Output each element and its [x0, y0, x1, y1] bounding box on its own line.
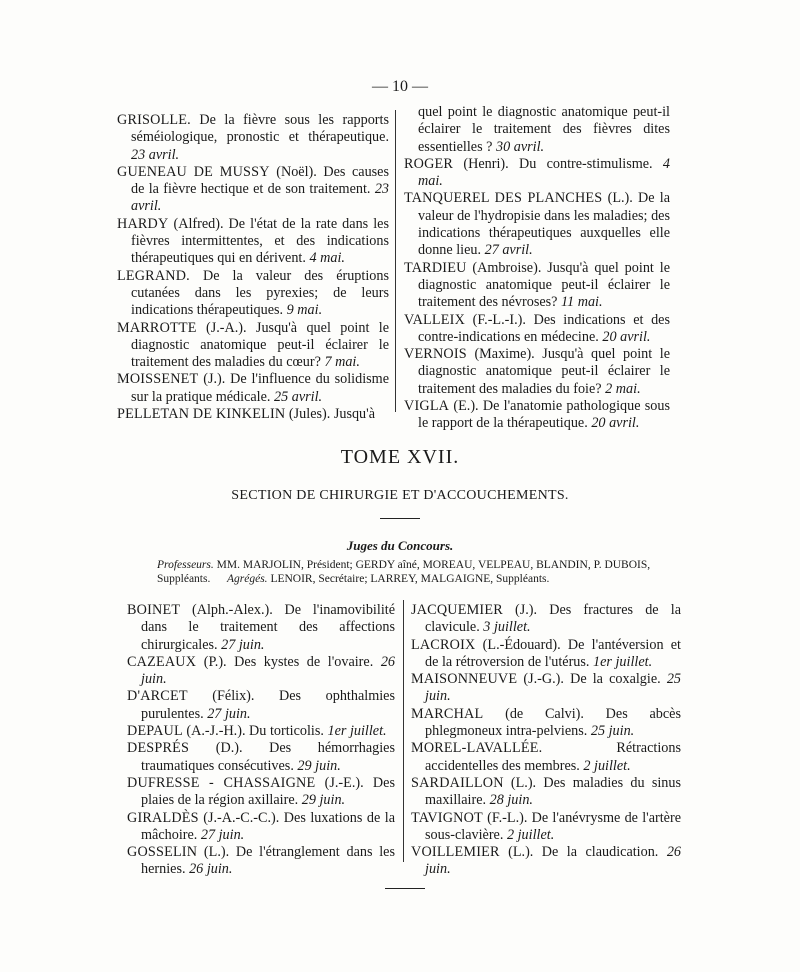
entry-author: LACROIX [411, 636, 476, 653]
entry-date: 1er juillet. [593, 653, 653, 670]
entry-date: 25 avril. [274, 388, 323, 405]
heading-rule [380, 518, 420, 519]
entry-title: (L.-Édouard). De l'antéversion et de la rétroversion de l'utérus. [425, 636, 681, 670]
entry-title: (Noël). Des causes de la fièvre hectique et de son traitement. [131, 163, 389, 198]
page-number: — 10 — [372, 78, 428, 95]
tome-heading: TOME XVII. [340, 446, 460, 468]
bottom-right-column [411, 602, 681, 879]
entry-author: VIGLA [404, 398, 450, 415]
entry-date: 27 avril. [484, 242, 533, 259]
entry-author: MARROTTE [117, 319, 197, 336]
bibliography-entry [411, 671, 681, 706]
bibliography-entry [411, 775, 681, 810]
agreges-text: LENOIR, Secrétaire; LARREY, MALGAIGNE, Suppléants. [267, 573, 550, 585]
bibliography-entry [117, 112, 389, 164]
entry-author: TAVIGNOT [411, 809, 483, 826]
entry-date: 23 avril. [131, 181, 389, 215]
entry-author: D'ARCET [127, 688, 188, 705]
bibliography-entry [411, 602, 681, 637]
entry-date: 23 avril. [131, 146, 180, 163]
entry-date: 20 avril. [602, 328, 651, 345]
entry-title: De la fièvre sous les rapports séméiologique, pronostic et thérapeutique. [131, 112, 389, 146]
entry-date: 2 mai. [605, 380, 641, 397]
bibliography-entry [117, 268, 389, 320]
entry-date: 26 juin. [141, 653, 395, 688]
entry-author: ROGER [404, 155, 454, 172]
entry-author: GUENEAU DE MUSSY [117, 163, 270, 180]
entry-author: DEPAUL [127, 723, 183, 740]
entry-author: VERNOIS [404, 346, 467, 363]
entry-title: (J.). De l'influence du solidisme sur la pratique médicale. [131, 371, 389, 405]
bibliography-entry [404, 312, 670, 347]
entry-title: (L.). De la claudication. [499, 844, 667, 861]
bibliography-entry [404, 104, 670, 156]
top-right-column [404, 104, 670, 433]
bottom-left-column [127, 602, 395, 879]
entry-title: (F.-L.-I.). Des indications et des contre-indications en médecine. [418, 311, 670, 345]
entry-author: VALLEIX [404, 311, 466, 328]
entry-author: MAISONNEUVE [411, 671, 518, 688]
bibliography-entry [411, 637, 681, 672]
entry-title: (Jules). Jusqu'à [285, 406, 376, 423]
bibliography-entry [404, 398, 670, 433]
entry-title: (J.-E.). Des plaies de la région axillaire. [141, 774, 395, 809]
professeurs-label: Professeurs. [157, 559, 214, 571]
entry-date: 27 juin. [207, 705, 251, 722]
bibliography-entry [127, 688, 395, 723]
entry-date: 11 mai. [561, 294, 603, 311]
entry-title: (Ambroise). Jusqu'à quel point le diagnostic anatomique peut-il éclairer le traitement des névroses? [418, 259, 670, 311]
bibliography-entry [127, 810, 395, 845]
entry-date: 27 juin. [200, 826, 245, 843]
agreges-line [227, 572, 667, 586]
bibliography-entry [411, 740, 681, 775]
entry-author: PELLETAN DE KINKELIN [117, 406, 286, 423]
juges-heading: Juges du Concours. [346, 538, 454, 553]
entry-date: 27 juin. [221, 636, 265, 653]
footer-rule [385, 888, 425, 889]
entry-date: 20 avril. [591, 415, 640, 432]
bibliography-entry [411, 706, 681, 741]
entry-date: 29 juin. [297, 757, 341, 774]
bibliography-entry [404, 260, 670, 312]
bibliography-entry [411, 810, 681, 845]
entry-date: 29 juin. [301, 792, 346, 809]
entry-title: (Alph.-Alex.). De l'inamovibilité dans le traitement des affections chirurgicales. [141, 602, 395, 653]
bibliography-entry [117, 216, 389, 268]
column-divider-top [395, 110, 396, 412]
entry-title: (L.). De l'étranglement dans les hernies. [141, 844, 395, 878]
entry-title: (J.). Des fractures de la clavicule. [425, 602, 681, 636]
entry-author: GRISOLLE. [117, 112, 191, 128]
entry-author: GOSSELIN [127, 844, 198, 861]
entry-author: SARDAILLON [411, 774, 504, 791]
entry-author: TANQUEREL DES PLANCHES [404, 190, 603, 207]
bibliography-entry [127, 775, 395, 810]
bibliography-entry [404, 346, 670, 398]
entry-author: MOREL-LAVALLÉE. [411, 740, 543, 757]
entry-title: (A.-J.-H.). Du torticolis. [182, 723, 328, 740]
entry-title: (Henri). Du contre-stimulisme. [453, 155, 663, 172]
entry-date: 2 juillet. [583, 757, 631, 774]
bibliography-entry [127, 844, 395, 879]
entry-title: De la valeur des éruptions cutanées dans les pyrexies; de leurs indications thérapeutiques. [131, 267, 389, 319]
bibliography-entry [117, 164, 389, 216]
entry-author: DUFRESSE - CHASSAIGNE [127, 774, 316, 791]
bibliography-entry [117, 371, 389, 406]
entry-title: (J.-A.). Jusqu'à quel point le diagnostic anatomique peut-il éclairer le traitement des maladies du cœur? [131, 319, 389, 371]
entry-date: 25 juin. [425, 671, 681, 705]
entry-date: 4 mai. [418, 155, 670, 190]
entry-author: MARCHAL [411, 705, 484, 722]
entry-author: JACQUEMIER [411, 602, 503, 618]
bibliography-entry [127, 654, 395, 689]
entry-date: 26 juin. [189, 861, 233, 878]
entry-title: (Félix). Des ophthalmies purulentes. [141, 688, 395, 722]
entry-title: (Maxime). Jusqu'à quel point le diagnostic anatomique peut-il éclairer le traitement des maladies du foie? [418, 346, 670, 397]
column-divider-bottom [403, 600, 404, 862]
entry-title: (E.). De l'anatomie pathologique sous le rapport de la thérapeutique. [418, 398, 670, 432]
bibliography-entry [117, 320, 389, 372]
entry-date: 9 mai. [286, 302, 323, 319]
entry-author: VOILLEMIER [411, 844, 500, 861]
entry-author: GIRALDÈS [127, 809, 199, 826]
entry-title: (J.-G.). De la coxalgie. [517, 671, 667, 688]
entry-author: CAZEAUX [127, 653, 197, 670]
bibliography-entry [117, 406, 389, 423]
section-heading: SECTION DE CHIRURGIE ET D'ACCOUCHEMENTS. [231, 488, 569, 503]
entry-author: LEGRAND. [117, 267, 190, 284]
entry-date: 3 juillet. [483, 619, 531, 636]
entry-title: quel point le diagnostic anatomique peut-il éclairer le traitement des fièvres dites essentielles ? [418, 104, 670, 155]
bibliography-entry [127, 723, 395, 740]
entry-date: 26 juin. [425, 844, 681, 878]
entry-date: 28 juin. [489, 792, 533, 809]
entry-date: 30 avril. [496, 138, 545, 155]
bibliography-entry [404, 190, 670, 259]
entry-date: 4 mai. [309, 250, 345, 267]
entry-title: (Alfred). De l'état de la rate dans les fièvres intermittentes, et des indications thérapeutiques qui en dérivent. [131, 215, 389, 267]
bibliography-entry [404, 156, 670, 191]
entry-date: 1er juillet. [327, 723, 387, 740]
entry-title: Rétractions accidentelles des membres. [425, 740, 681, 774]
entry-author: DESPRÉS [127, 740, 190, 757]
entry-title: (D.). Des hémorrhagies traumatiques consécutives. [141, 740, 395, 774]
entry-author: TARDIEU [404, 259, 467, 276]
entry-author: HARDY [117, 215, 169, 232]
entry-title: (F.-L.). De l'anévrysme de l'artère sous-clavière. [425, 809, 681, 843]
bibliography-entry [127, 602, 395, 654]
entry-title: (L.). De la valeur de l'hydropisie dans les maladies; des indications thérapeutiques auxquelles elle donne lieu. [418, 190, 671, 259]
professeurs-text: MM. MARJOLIN, Président; GERDY aîné, MOREAU, VELPEAU, BLANDIN, P. DUBOIS, Suppléants. [157, 559, 651, 585]
entry-date: 7 mai. [324, 354, 360, 371]
entry-title: (P.). Des kystes de l'ovaire. [196, 653, 381, 670]
entry-title: (de Calvi). Des abcès phlegmoneux intra-pelviens. [425, 705, 681, 740]
entry-title: (L.). Des maladies du sinus maxillaire. [425, 774, 681, 809]
agreges-label: Agrégés. [227, 573, 268, 585]
entry-title: (J.-A.-C.-C.). Des luxations de la mâchoire. [141, 809, 395, 843]
entry-author: BOINET [127, 602, 181, 618]
entry-author: MOISSENET [117, 371, 199, 388]
entry-date: 2 juillet. [506, 826, 555, 843]
bibliography-entry [411, 844, 681, 879]
entry-date: 25 juin. [590, 723, 635, 740]
bibliography-entry [127, 740, 395, 775]
top-left-column [117, 112, 389, 423]
